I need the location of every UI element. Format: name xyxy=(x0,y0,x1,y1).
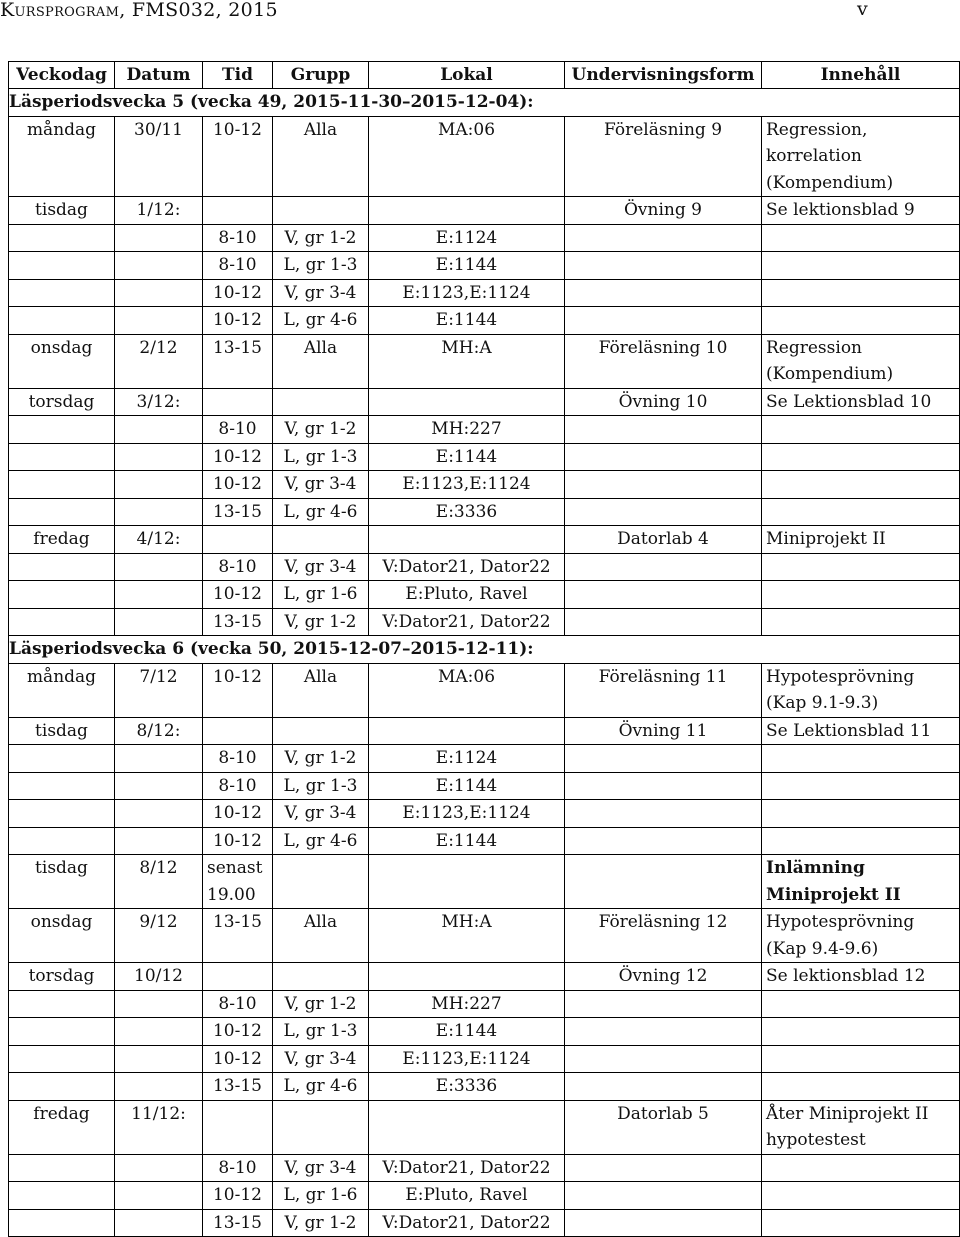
cell-tid: 8-10 xyxy=(203,224,273,252)
cell-undervisningsform xyxy=(565,279,762,307)
cell-innehall xyxy=(762,827,960,855)
cell-veckodag xyxy=(9,416,115,444)
cell-grupp: L, gr 1-3 xyxy=(273,1018,369,1046)
schedule-row xyxy=(9,197,960,225)
cell-undervisningsform xyxy=(565,498,762,526)
cell-undervisningsform: Övning 12 xyxy=(565,963,762,991)
cell-grupp: V, gr 1-2 xyxy=(273,745,369,773)
schedule-row xyxy=(9,553,960,581)
cell-lokal: V:Dator21, Dator22 xyxy=(369,608,565,636)
cell-datum xyxy=(115,827,203,855)
week-heading: Läsperiodsvecka 5 (vecka 49, 2015-11-30–2015-12-04): xyxy=(9,89,960,117)
schedule-row xyxy=(9,855,960,909)
cell-veckodag xyxy=(9,581,115,609)
cell-datum xyxy=(115,224,203,252)
cell-veckodag xyxy=(9,443,115,471)
cell-datum: 8/12: xyxy=(115,717,203,745)
week-heading-row xyxy=(9,89,960,117)
schedule-row xyxy=(9,1154,960,1182)
schedule-row xyxy=(9,252,960,280)
cell-tid xyxy=(203,197,273,225)
cell-grupp: L, gr 1-3 xyxy=(273,772,369,800)
cell-lokal: V:Dator21, Dator22 xyxy=(369,1154,565,1182)
cell-tid xyxy=(203,388,273,416)
cell-undervisningsform xyxy=(565,855,762,909)
cell-lokal xyxy=(369,963,565,991)
cell-undervisningsform xyxy=(565,1154,762,1182)
cell-lokal: E:1144 xyxy=(369,443,565,471)
cell-grupp: V, gr 3-4 xyxy=(273,553,369,581)
cell-innehall: Åter Miniprojekt II hypotestest xyxy=(762,1100,960,1154)
cell-undervisningsform xyxy=(565,1045,762,1073)
cell-datum: 11/12: xyxy=(115,1100,203,1154)
cell-undervisningsform xyxy=(565,252,762,280)
cell-datum xyxy=(115,745,203,773)
schedule-row xyxy=(9,388,960,416)
cell-datum xyxy=(115,1182,203,1210)
cell-innehall xyxy=(762,745,960,773)
cell-tid: 10-12 xyxy=(203,279,273,307)
cell-innehall xyxy=(762,1073,960,1101)
schedule-row xyxy=(9,498,960,526)
cell-tid: 10-12 xyxy=(203,443,273,471)
cell-datum xyxy=(115,608,203,636)
cell-innehall: Se lektionsblad 9 xyxy=(762,197,960,225)
cell-lokal: E:3336 xyxy=(369,498,565,526)
cell-lokal: E:3336 xyxy=(369,1073,565,1101)
cell-grupp: V, gr 1-2 xyxy=(273,608,369,636)
cell-innehall xyxy=(762,800,960,828)
cell-lokal: MA:06 xyxy=(369,663,565,717)
page-header xyxy=(0,0,960,26)
cell-veckodag: torsdag xyxy=(9,963,115,991)
col-datum: Datum xyxy=(115,62,203,89)
cell-veckodag: torsdag xyxy=(9,388,115,416)
cell-undervisningsform xyxy=(565,827,762,855)
cell-datum xyxy=(115,471,203,499)
cell-datum: 4/12: xyxy=(115,526,203,554)
cell-grupp xyxy=(273,1100,369,1154)
cell-grupp: Alla xyxy=(273,663,369,717)
schedule-row xyxy=(9,717,960,745)
cell-grupp: V, gr 1-2 xyxy=(273,416,369,444)
col-grupp: Grupp xyxy=(273,62,369,89)
cell-innehall: Inlämning Miniprojekt II xyxy=(762,855,960,909)
cell-tid: senast 19.00 xyxy=(203,855,273,909)
cell-tid xyxy=(203,1100,273,1154)
cell-lokal: E:1124 xyxy=(369,224,565,252)
cell-tid: 8-10 xyxy=(203,553,273,581)
cell-lokal: E:1144 xyxy=(369,252,565,280)
cell-veckodag xyxy=(9,553,115,581)
cell-tid: 13-15 xyxy=(203,334,273,388)
cell-datum xyxy=(115,416,203,444)
cell-innehall xyxy=(762,443,960,471)
cell-grupp: L, gr 1-6 xyxy=(273,1182,369,1210)
schedule-row xyxy=(9,471,960,499)
cell-grupp: L, gr 1-6 xyxy=(273,581,369,609)
cell-veckodag xyxy=(9,772,115,800)
cell-undervisningsform: Datorlab 4 xyxy=(565,526,762,554)
cell-datum xyxy=(115,1073,203,1101)
cell-lokal: MA:06 xyxy=(369,116,565,197)
cell-lokal: E:1123,E:1124 xyxy=(369,471,565,499)
cell-datum xyxy=(115,443,203,471)
cell-lokal: E:1123,E:1124 xyxy=(369,279,565,307)
cell-tid: 13-15 xyxy=(203,498,273,526)
cell-grupp: V, gr 1-2 xyxy=(273,1209,369,1237)
cell-veckodag xyxy=(9,1209,115,1237)
cell-tid xyxy=(203,717,273,745)
cell-lokal xyxy=(369,388,565,416)
cell-datum: 9/12 xyxy=(115,909,203,963)
cell-tid xyxy=(203,963,273,991)
cell-undervisningsform: Föreläsning 9 xyxy=(565,116,762,197)
cell-veckodag xyxy=(9,1073,115,1101)
cell-tid: 10-12 xyxy=(203,1045,273,1073)
cell-grupp: Alla xyxy=(273,334,369,388)
cell-undervisningsform: Datorlab 5 xyxy=(565,1100,762,1154)
cell-tid: 10-12 xyxy=(203,581,273,609)
cell-grupp: L, gr 4-6 xyxy=(273,827,369,855)
schedule-row xyxy=(9,663,960,717)
cell-undervisningsform xyxy=(565,1182,762,1210)
cell-tid: 8-10 xyxy=(203,745,273,773)
cell-undervisningsform xyxy=(565,416,762,444)
cell-undervisningsform xyxy=(565,772,762,800)
cell-grupp: L, gr 4-6 xyxy=(273,1073,369,1101)
cell-grupp: V, gr 3-4 xyxy=(273,1154,369,1182)
cell-tid: 8-10 xyxy=(203,252,273,280)
cell-grupp: L, gr 4-6 xyxy=(273,498,369,526)
schedule-row xyxy=(9,334,960,388)
cell-veckodag: tisdag xyxy=(9,717,115,745)
cell-undervisningsform xyxy=(565,1209,762,1237)
cell-innehall: Regression, korrelation (Kompendium) xyxy=(762,116,960,197)
cell-grupp: V, gr 3-4 xyxy=(273,1045,369,1073)
cell-grupp: V, gr 3-4 xyxy=(273,471,369,499)
week-heading-row xyxy=(9,636,960,664)
schedule-row xyxy=(9,827,960,855)
cell-veckodag: tisdag xyxy=(9,197,115,225)
cell-undervisningsform xyxy=(565,1073,762,1101)
schedule-header xyxy=(9,62,960,89)
cell-innehall xyxy=(762,1045,960,1073)
cell-veckodag xyxy=(9,800,115,828)
cell-datum: 8/12 xyxy=(115,855,203,909)
cell-lokal: E:1123,E:1124 xyxy=(369,1045,565,1073)
cell-undervisningsform xyxy=(565,443,762,471)
cell-tid: 13-15 xyxy=(203,1209,273,1237)
cell-datum xyxy=(115,800,203,828)
cell-innehall xyxy=(762,581,960,609)
schedule-row xyxy=(9,279,960,307)
cell-veckodag xyxy=(9,608,115,636)
schedule-row xyxy=(9,745,960,773)
cell-veckodag xyxy=(9,307,115,335)
cell-undervisningsform xyxy=(565,745,762,773)
cell-undervisningsform xyxy=(565,553,762,581)
cell-lokal: MH:227 xyxy=(369,416,565,444)
cell-veckodag: fredag xyxy=(9,526,115,554)
cell-datum xyxy=(115,279,203,307)
cell-innehall xyxy=(762,1182,960,1210)
cell-innehall xyxy=(762,1154,960,1182)
schedule-row xyxy=(9,1073,960,1101)
cell-grupp xyxy=(273,388,369,416)
col-undervisningsform: Undervisningsform xyxy=(565,62,762,89)
cell-grupp xyxy=(273,855,369,909)
cell-datum xyxy=(115,581,203,609)
cell-veckodag xyxy=(9,1045,115,1073)
schedule-row xyxy=(9,307,960,335)
cell-datum xyxy=(115,1154,203,1182)
cell-datum: 7/12 xyxy=(115,663,203,717)
cell-undervisningsform: Föreläsning 11 xyxy=(565,663,762,717)
schedule-row xyxy=(9,963,960,991)
cell-lokal xyxy=(369,197,565,225)
cell-lokal: E:1144 xyxy=(369,307,565,335)
cell-veckodag xyxy=(9,279,115,307)
cell-lokal: E:1144 xyxy=(369,1018,565,1046)
cell-datum: 30/11 xyxy=(115,116,203,197)
cell-veckodag: måndag xyxy=(9,663,115,717)
cell-veckodag: måndag xyxy=(9,116,115,197)
cell-datum xyxy=(115,252,203,280)
cell-veckodag: fredag xyxy=(9,1100,115,1154)
schedule-row xyxy=(9,608,960,636)
schedule-row xyxy=(9,1018,960,1046)
cell-tid: 10-12 xyxy=(203,800,273,828)
cell-innehall xyxy=(762,279,960,307)
cell-datum xyxy=(115,553,203,581)
cell-lokal: E:1144 xyxy=(369,827,565,855)
cell-lokal: MH:227 xyxy=(369,990,565,1018)
header-row xyxy=(9,62,960,89)
cell-grupp: Alla xyxy=(273,909,369,963)
cell-datum xyxy=(115,498,203,526)
cell-undervisningsform: Övning 9 xyxy=(565,197,762,225)
cell-datum xyxy=(115,772,203,800)
col-tid: Tid xyxy=(203,62,273,89)
cell-undervisningsform xyxy=(565,471,762,499)
cell-datum xyxy=(115,990,203,1018)
cell-lokal: E:Pluto, Ravel xyxy=(369,1182,565,1210)
cell-lokal: MH:A xyxy=(369,909,565,963)
cell-innehall: Hypotesprövning (Kap 9.1-9.3) xyxy=(762,663,960,717)
cell-datum: 1/12: xyxy=(115,197,203,225)
cell-grupp: V, gr 3-4 xyxy=(273,800,369,828)
cell-innehall xyxy=(762,471,960,499)
schedule-row xyxy=(9,800,960,828)
cell-veckodag xyxy=(9,471,115,499)
cell-innehall xyxy=(762,224,960,252)
cell-innehall: Hypotesprövning (Kap 9.4-9.6) xyxy=(762,909,960,963)
cell-lokal: E:1144 xyxy=(369,772,565,800)
cell-datum xyxy=(115,307,203,335)
cell-lokal xyxy=(369,526,565,554)
schedule-row xyxy=(9,581,960,609)
cell-tid: 10-12 xyxy=(203,116,273,197)
cell-undervisningsform xyxy=(565,608,762,636)
cell-veckodag xyxy=(9,498,115,526)
cell-datum: 10/12 xyxy=(115,963,203,991)
schedule-row xyxy=(9,443,960,471)
cell-tid: 10-12 xyxy=(203,1182,273,1210)
cell-tid: 10-12 xyxy=(203,663,273,717)
cell-grupp xyxy=(273,717,369,745)
cell-grupp: L, gr 1-3 xyxy=(273,443,369,471)
cell-veckodag xyxy=(9,1154,115,1182)
cell-datum xyxy=(115,1045,203,1073)
cell-veckodag xyxy=(9,1018,115,1046)
cell-lokal xyxy=(369,1100,565,1154)
cell-undervisningsform xyxy=(565,307,762,335)
course-header: Kursprogram, FMS032, 2015 xyxy=(0,0,278,21)
cell-tid: 13-15 xyxy=(203,608,273,636)
cell-undervisningsform: Föreläsning 10 xyxy=(565,334,762,388)
cell-tid: 10-12 xyxy=(203,827,273,855)
cell-tid: 13-15 xyxy=(203,1073,273,1101)
cell-tid: 8-10 xyxy=(203,1154,273,1182)
col-innehall: Innehåll xyxy=(762,62,960,89)
cell-tid: 10-12 xyxy=(203,1018,273,1046)
cell-veckodag xyxy=(9,252,115,280)
cell-veckodag: onsdag xyxy=(9,334,115,388)
schedule-row xyxy=(9,909,960,963)
cell-tid xyxy=(203,526,273,554)
col-lokal: Lokal xyxy=(369,62,565,89)
page-number: v xyxy=(857,0,868,20)
cell-tid: 8-10 xyxy=(203,990,273,1018)
schedule-row xyxy=(9,1209,960,1237)
cell-veckodag xyxy=(9,1182,115,1210)
cell-datum xyxy=(115,1209,203,1237)
cell-grupp: V, gr 3-4 xyxy=(273,279,369,307)
cell-grupp: V, gr 1-2 xyxy=(273,224,369,252)
schedule-row xyxy=(9,1182,960,1210)
cell-veckodag xyxy=(9,990,115,1018)
cell-innehall xyxy=(762,553,960,581)
cell-veckodag: onsdag xyxy=(9,909,115,963)
cell-grupp: L, gr 4-6 xyxy=(273,307,369,335)
schedule-row xyxy=(9,990,960,1018)
cell-datum: 3/12: xyxy=(115,388,203,416)
cell-innehall xyxy=(762,416,960,444)
cell-tid: 10-12 xyxy=(203,307,273,335)
cell-lokal: E:1124 xyxy=(369,745,565,773)
cell-innehall: Se lektionsblad 12 xyxy=(762,963,960,991)
schedule-row xyxy=(9,1100,960,1154)
cell-innehall xyxy=(762,608,960,636)
cell-undervisningsform xyxy=(565,800,762,828)
cell-lokal xyxy=(369,855,565,909)
cell-innehall xyxy=(762,498,960,526)
cell-undervisningsform xyxy=(565,990,762,1018)
cell-innehall: Se Lektionsblad 11 xyxy=(762,717,960,745)
col-veckodag: Veckodag xyxy=(9,62,115,89)
cell-innehall xyxy=(762,1209,960,1237)
cell-grupp xyxy=(273,526,369,554)
cell-innehall xyxy=(762,252,960,280)
schedule-table xyxy=(8,61,960,1237)
cell-lokal: V:Dator21, Dator22 xyxy=(369,553,565,581)
cell-grupp xyxy=(273,963,369,991)
cell-innehall: Regression (Kompendium) xyxy=(762,334,960,388)
schedule-row xyxy=(9,224,960,252)
cell-datum: 2/12 xyxy=(115,334,203,388)
cell-undervisningsform xyxy=(565,581,762,609)
cell-undervisningsform xyxy=(565,1018,762,1046)
cell-grupp: V, gr 1-2 xyxy=(273,990,369,1018)
cell-lokal: V:Dator21, Dator22 xyxy=(369,1209,565,1237)
cell-tid: 10-12 xyxy=(203,471,273,499)
week-heading: Läsperiodsvecka 6 (vecka 50, 2015-12-07–2015-12-11): xyxy=(9,636,960,664)
cell-undervisningsform xyxy=(565,224,762,252)
cell-innehall: Se Lektionsblad 10 xyxy=(762,388,960,416)
schedule-row xyxy=(9,526,960,554)
cell-datum xyxy=(115,1018,203,1046)
cell-undervisningsform: Övning 11 xyxy=(565,717,762,745)
schedule-row xyxy=(9,116,960,197)
schedule-body xyxy=(9,89,960,1237)
cell-veckodag xyxy=(9,224,115,252)
cell-grupp: L, gr 1-3 xyxy=(273,252,369,280)
cell-innehall xyxy=(762,772,960,800)
cell-innehall: Miniprojekt II xyxy=(762,526,960,554)
cell-veckodag xyxy=(9,745,115,773)
cell-grupp xyxy=(273,197,369,225)
cell-innehall xyxy=(762,990,960,1018)
cell-innehall xyxy=(762,307,960,335)
schedule-row xyxy=(9,772,960,800)
cell-tid: 8-10 xyxy=(203,772,273,800)
cell-veckodag: tisdag xyxy=(9,855,115,909)
cell-lokal xyxy=(369,717,565,745)
cell-lokal: E:Pluto, Ravel xyxy=(369,581,565,609)
cell-tid: 8-10 xyxy=(203,416,273,444)
cell-undervisningsform: Föreläsning 12 xyxy=(565,909,762,963)
cell-tid: 13-15 xyxy=(203,909,273,963)
cell-undervisningsform: Övning 10 xyxy=(565,388,762,416)
cell-veckodag xyxy=(9,827,115,855)
cell-grupp: Alla xyxy=(273,116,369,197)
schedule-row xyxy=(9,1045,960,1073)
schedule-row xyxy=(9,416,960,444)
cell-innehall xyxy=(762,1018,960,1046)
cell-lokal: E:1123,E:1124 xyxy=(369,800,565,828)
cell-lokal: MH:A xyxy=(369,334,565,388)
